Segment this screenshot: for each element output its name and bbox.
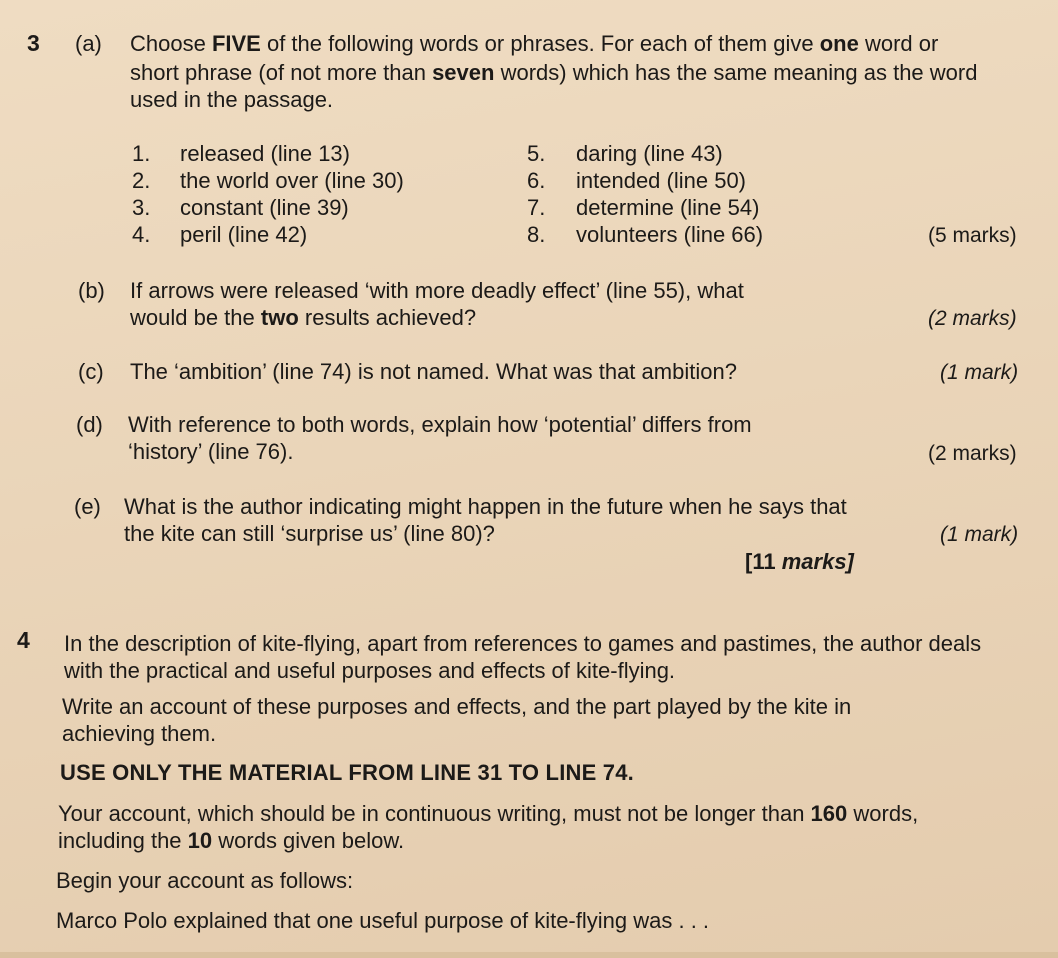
- q3a-instruction-line-2: short phrase (of not more than seven words) which has the same meaning as the word: [130, 60, 978, 85]
- word-item-6-number: 6.: [527, 168, 546, 193]
- q3b-line-1: If arrows were released ‘with more deadly effect’ (line 55), what: [130, 278, 744, 303]
- word-item-8: volunteers (line 66): [576, 222, 764, 247]
- q3a-instruction-line-3: used in the passage.: [130, 87, 334, 112]
- q4-para-3-line-1: Your account, which should be in continuous writing, must not be longer than 160 words,: [58, 801, 919, 826]
- word-item-5: daring (line 43): [576, 141, 723, 166]
- q3a-label: (a): [75, 31, 102, 56]
- word-item-1: released (line 13): [180, 141, 350, 166]
- q4-para-3-line-2: including the 10 words given below.: [58, 828, 405, 853]
- question-3-number: 3: [27, 30, 40, 56]
- word-item-4-number: 4.: [132, 222, 151, 247]
- q3d-line-2: ‘history’ (line 76).: [128, 439, 294, 464]
- q3b-marks: (2 marks): [928, 307, 1017, 330]
- word-item-3: constant (line 39): [180, 195, 349, 220]
- word-item-8-number: 8.: [527, 222, 546, 247]
- word-item-2-number: 2.: [132, 168, 151, 193]
- q4-para-1-line-1: In the description of kite-flying, apart from references to games and pastimes, the author deals: [64, 631, 982, 656]
- q4-para-1-line-2: with the practical and useful purposes and effects of kite-flying.: [64, 658, 676, 683]
- q3b-line-2: would be the two results achieved?: [130, 305, 477, 330]
- word-item-2: the world over (line 30): [180, 168, 404, 193]
- q3d-line-1: With reference to both words, explain how ‘potential’ differs from: [128, 412, 752, 437]
- q4-para-4: Begin your account as follows:: [56, 868, 354, 893]
- q3b-label: (b): [78, 278, 105, 303]
- q4-instruction-heading: USE ONLY THE MATERIAL FROM LINE 31 TO LINE 74.: [60, 760, 634, 785]
- word-item-1-number: 1.: [132, 141, 151, 166]
- q3a-marks: (5 marks): [928, 224, 1017, 247]
- q4-para-2-line-1: Write an account of these purposes and effects, and the part played by the kite in: [62, 694, 852, 719]
- word-item-7-number: 7.: [527, 195, 546, 220]
- q3a-instruction-line-1: Choose FIVE of the following words or phrases. For each of them give one word or: [130, 31, 939, 56]
- q3e-line-2: the kite can still ‘surprise us’ (line 80)?: [124, 521, 495, 546]
- q3e-label: (e): [74, 494, 101, 519]
- q3c-line-1: The ‘ambition’ (line 74) is not named. What was that ambition?: [130, 359, 737, 384]
- q3e-line-1: What is the author indicating might happen in the future when he says that: [124, 494, 847, 519]
- q4-para-5: Marco Polo explained that one useful purpose of kite-flying was . . .: [56, 908, 710, 933]
- word-item-4: peril (line 42): [180, 222, 308, 247]
- question-4-number: 4: [17, 627, 30, 653]
- word-item-5-number: 5.: [527, 141, 546, 166]
- q3d-marks: (2 marks): [928, 442, 1017, 465]
- q3c-marks: (1 mark): [940, 361, 1019, 384]
- word-item-7: determine (line 54): [576, 195, 760, 220]
- q4-para-2-line-2: achieving them.: [62, 721, 217, 746]
- word-item-6: intended (line 50): [576, 168, 747, 193]
- word-item-3-number: 3.: [132, 195, 151, 220]
- q3d-label: (d): [76, 412, 103, 437]
- q3c-label: (c): [78, 359, 104, 384]
- q3-total-marks: [11 marks]: [745, 549, 854, 574]
- q3e-marks: (1 mark): [940, 523, 1019, 546]
- page-edge: [0, 952, 1058, 958]
